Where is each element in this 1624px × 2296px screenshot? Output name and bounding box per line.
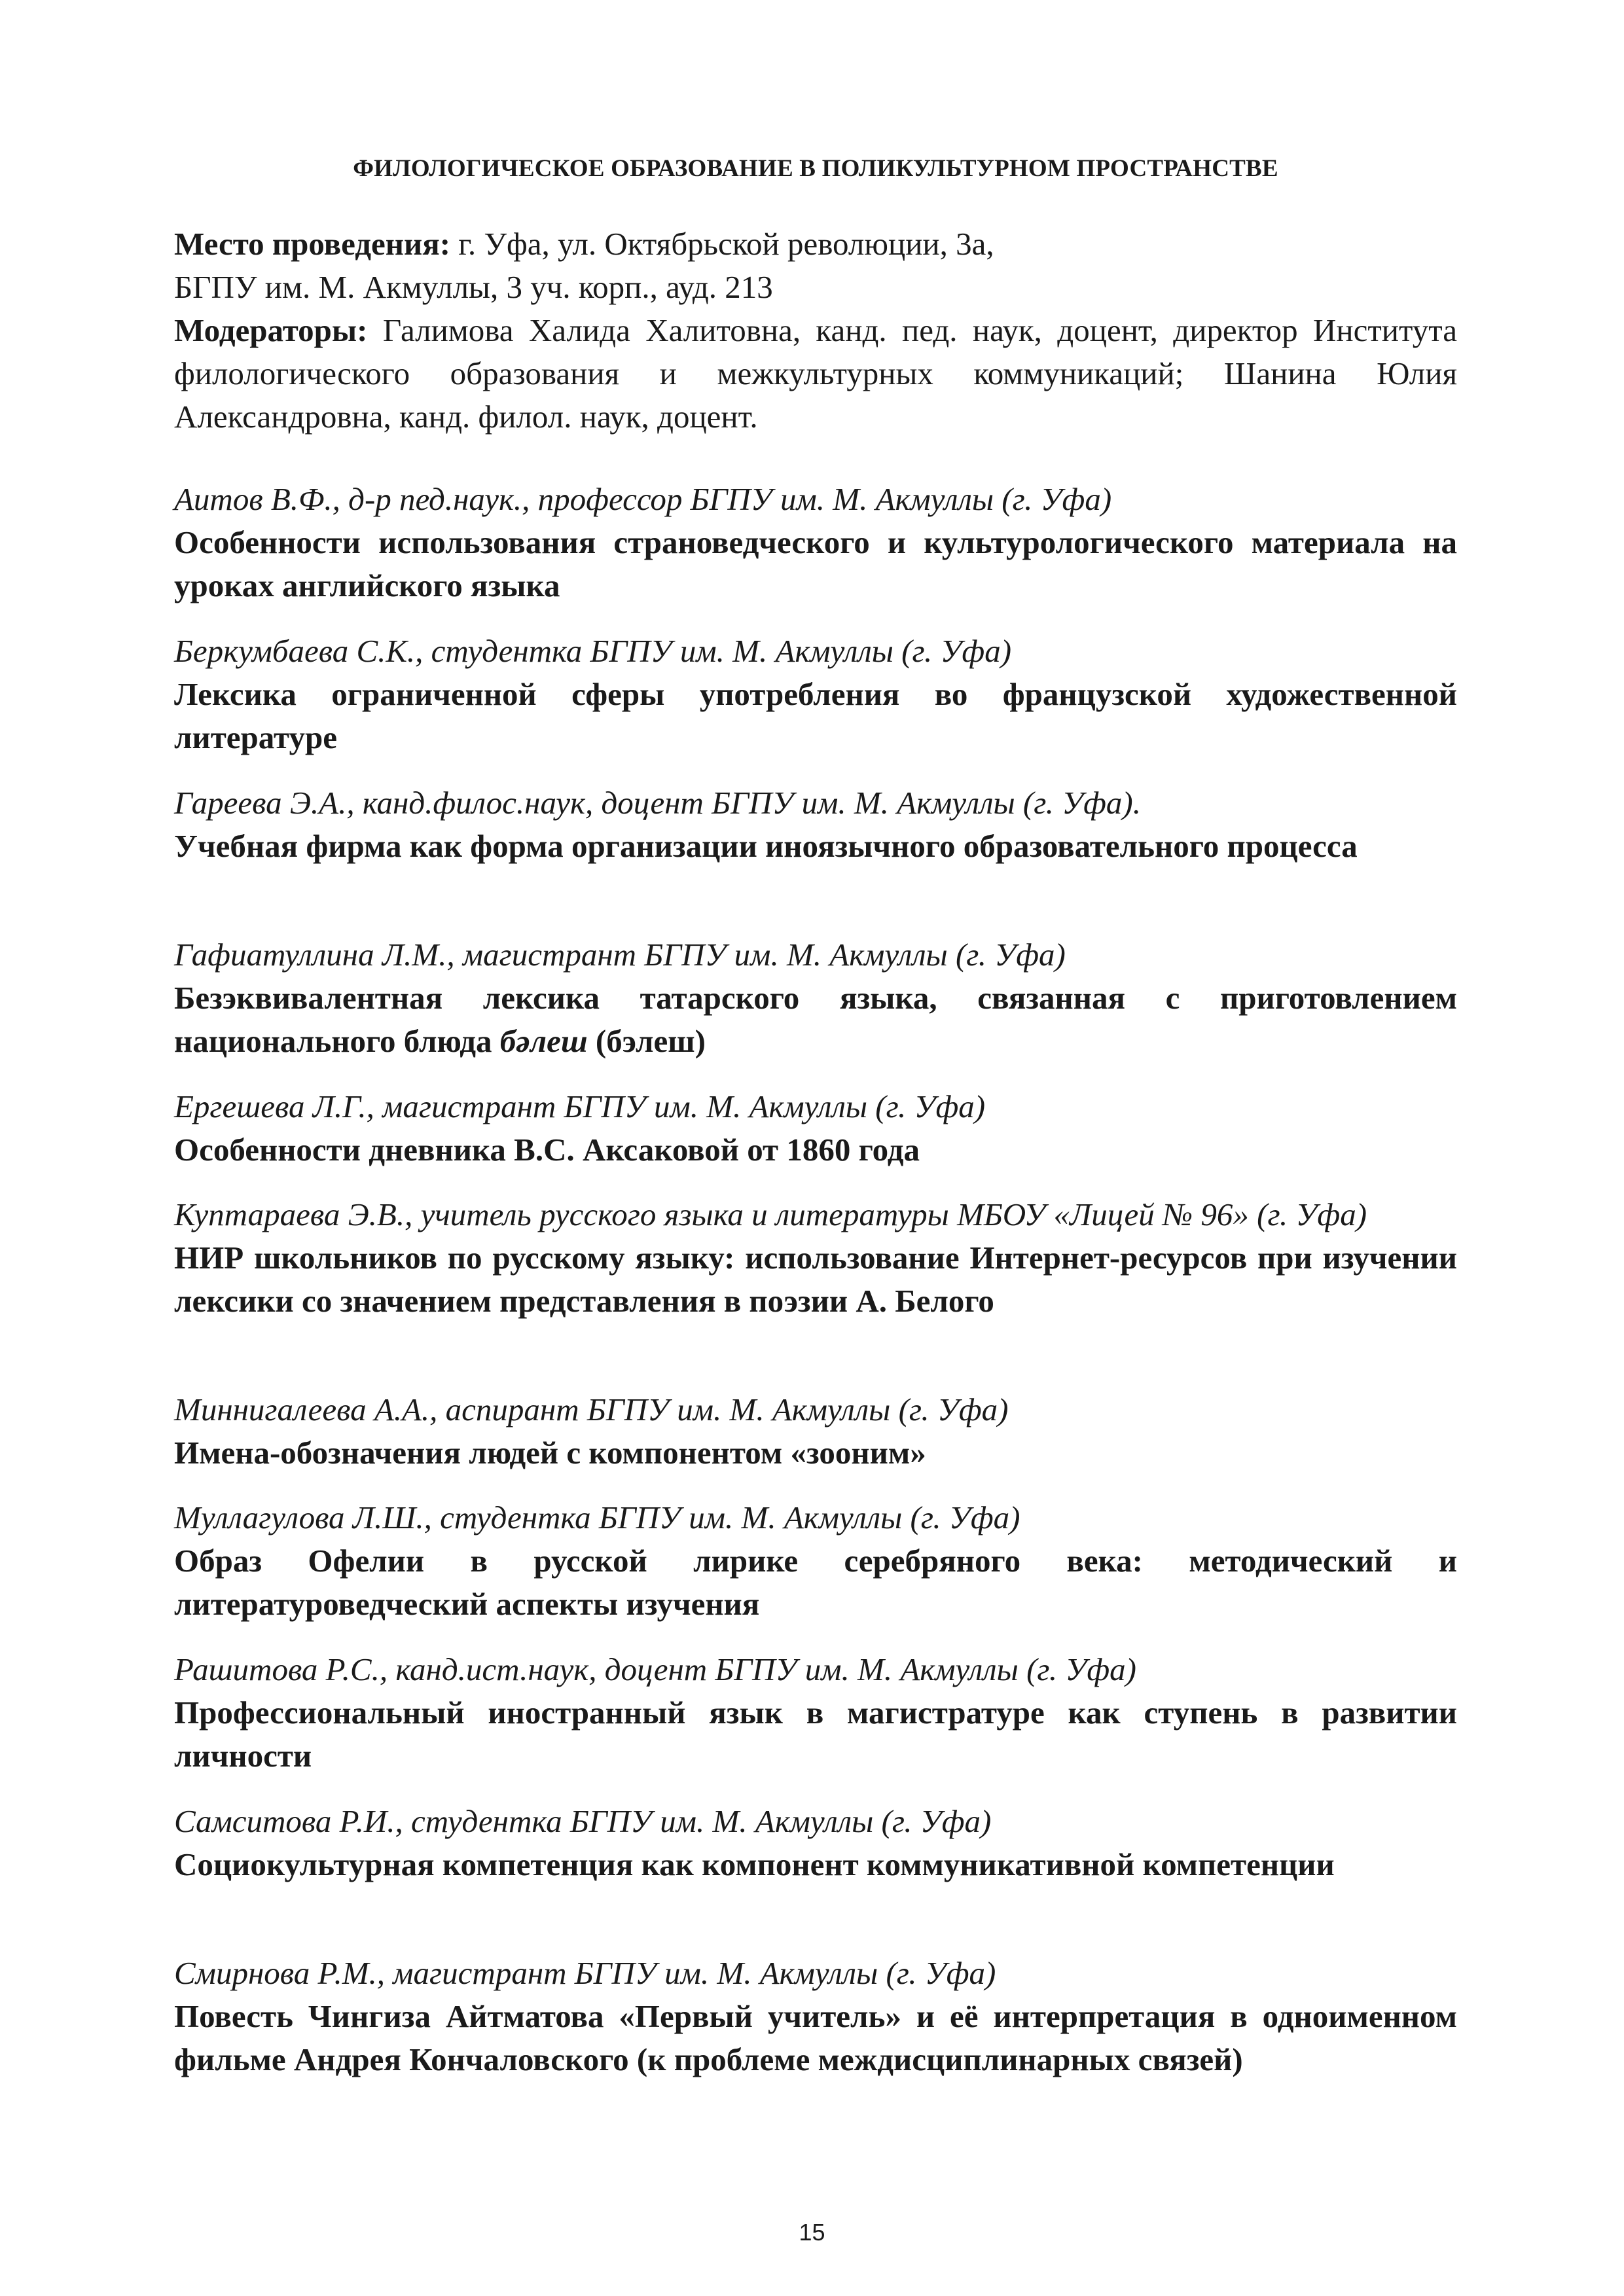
entry-title-tail: (бэлеш) [587, 1023, 706, 1059]
entry-author: Гареева Э.А., канд.филос.наук, доцент БГПУ им. М. Акмуллы (г. Уфа). [174, 785, 1141, 821]
moderators-text: Галимова Халида Халитовна, канд. пед. наук, доцент, директор Института филологического образования и межкультурных коммуникаций; Шанина Юлия Александровна, канд. филол. наук, доцент. [174, 312, 1457, 435]
section-title: ФИЛОЛОГИЧЕСКОЕ ОБРАЗОВАНИЕ В ПОЛИКУЛЬТУРНОМ ПРОСТРАНСТВЕ [353, 155, 1278, 182]
page-number: 15 [799, 2219, 825, 2246]
entry-author: Беркумбаева С.К., студентка БГПУ им. М. Акмуллы (г. Уфа) [174, 633, 1012, 669]
entry-author: Рашитова Р.С., канд.ист.наук, доцент БГПУ им. М. Акмуллы (г. Уфа) [174, 1651, 1136, 1687]
entry-author: Аитов В.Ф., д-р пед.наук., профессор БГПУ им. М. Акмуллы (г. Уфа) [174, 481, 1112, 517]
entry-title-main: Безэквивалентная лексика татарского языка, связанная с приготовлением национального блюда [174, 980, 1457, 1059]
entry-title: Образ Офелии в русской лирике серебряного века: методический и литературоведческий аспекты изучения [174, 1543, 1457, 1622]
venue-line-2: БГПУ им. М. Акмуллы, 3 уч. корп., ауд. 213 [174, 269, 773, 305]
venue-line-1 [174, 223, 1457, 266]
moderators-label: Модераторы: [174, 312, 368, 348]
program-entry [174, 478, 1457, 607]
program-entry [174, 1193, 1457, 1323]
moderators [174, 309, 1457, 439]
program-entry [174, 1085, 1457, 1172]
venue-address: г. Уфа, ул. Октябрьской революции, 3а, [450, 226, 994, 262]
entry-title: Особенности использования страноведческого и культурологического материала на уроках английского языка [174, 524, 1457, 603]
entry-title: Учебная фирма как форма организации иноязычного образовательного процесса [174, 828, 1358, 864]
entry-title: Особенности дневника В.С. Аксаковой от 1860 года [174, 1132, 920, 1168]
entry-title: Повесть Чингиза Айтматова «Первый учитель» и её интерпретация в одноименном фильме Андрея Кончаловского (к проблеме междисциплинарных связей) [174, 1998, 1457, 2077]
entry-title: Лексика ограниченной сферы употребления во французской художественной литературе [174, 676, 1457, 755]
entry-title-italic: бәлеш [499, 1023, 588, 1059]
entry-title: Имена-обозначения людей с компонентом «зооним» [174, 1435, 926, 1471]
program-entry [174, 630, 1457, 759]
venue-and-moderators [174, 223, 1457, 439]
entry-title: Профессиональный иностранный язык в магистратуре как ступень в развитии личности [174, 1695, 1457, 1774]
program-entry [174, 1388, 1457, 1475]
entry-author: Муллагулова Л.Ш., студентка БГПУ им. М. Акмуллы (г. Уфа) [174, 1499, 1020, 1535]
entry-author: Гафиатуллина Л.М., магистрант БГПУ им. М. Акмуллы (г. Уфа) [174, 937, 1066, 973]
program-entry [174, 933, 1457, 1063]
program-entry [174, 1496, 1457, 1626]
program-entry [174, 1648, 1457, 1778]
entry-author: Ергешева Л.Г., магистрант БГПУ им. М. Акмуллы (г. Уфа) [174, 1088, 986, 1124]
entry-author: Смирнова Р.М., магистрант БГПУ им. М. Акмуллы (г. Уфа) [174, 1955, 996, 1991]
entry-title: НИР школьников по русскому языку: использование Интернет-ресурсов при изучении лексики со значением представления в поэзии А. Белого [174, 1240, 1457, 1319]
program-entry [174, 1952, 1457, 2081]
entry-author: Самситова Р.И., студентка БГПУ им. М. Акмуллы (г. Уфа) [174, 1803, 992, 1839]
program-entry [174, 781, 1457, 868]
program-entry [174, 1800, 1457, 1886]
venue-label: Место проведения: [174, 226, 451, 262]
entry-author: Куптараева Э.В., учитель русского языка и литературы МБОУ «Лицей № 96» (г. Уфа) [174, 1196, 1367, 1232]
entry-author: Миннигалеева А.А., аспирант БГПУ им. М. Акмуллы (г. Уфа) [174, 1391, 1009, 1427]
entry-title [174, 977, 1457, 1063]
entry-title: Социокультурная компетенция как компонент коммуникативной компетенции [174, 1846, 1335, 1882]
